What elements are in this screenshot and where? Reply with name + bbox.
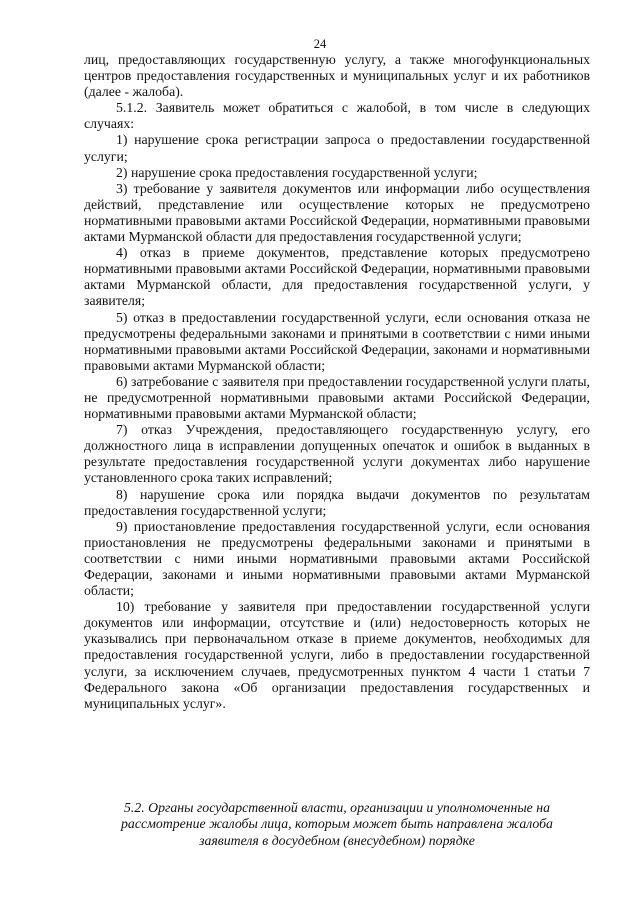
section-heading-line: заявителя в досудебном (внесудебном) порядке bbox=[199, 832, 475, 848]
list-item-8: 8) нарушение срока или порядка выдачи документов по результатам предоставления государственной услуги; bbox=[84, 486, 590, 518]
list-item-5: 5) отказ в предоставлении государственной услуги, если основания отказа не предусмотрены федеральными законами и принятыми в соответствии с ними иными нормативными правовыми актами Российской Федерации, законами и нормативными правовыми актами Мурманской области; bbox=[84, 309, 590, 373]
section-heading-line: рассмотрение жалобы лица, которым может быть направлена жалоба bbox=[121, 816, 553, 832]
list-item-3: 3) требование у заявителя документов или информации либо осуществления действий, представление или осуществление которых не предусмотрено нормативными правовыми актами Российской Федерации, нормативными правовыми актами Мурманской области для предоставления государственной услуги; bbox=[84, 180, 590, 245]
list-item-4: 4) отказ в приеме документов, представление которых предусмотрено нормативными правовыми актами Российской Федерации, нормативными правовыми актами Мурманской области, для предоставления государственной услуги, у заявителя; bbox=[84, 245, 590, 309]
page-number: 24 bbox=[313, 37, 327, 51]
clause-5-1-2: 5.1.2. Заявитель может обратиться с жалобой, в том числе в следующих случаях: bbox=[84, 100, 590, 132]
body-text bbox=[84, 52, 590, 712]
list-item-2: 2) нарушение срока предоставления государственной услуги; bbox=[116, 164, 478, 180]
list-item-7: 7) отказ Учреждения, предоставляющего государственную услугу, его должностного лица в исправлении допущенных опечаток и ошибок в выданных в результате предоставления государственной услуги документах либо нарушение установленного срока таких исправлений; bbox=[84, 422, 590, 486]
list-item-6: 6) затребование с заявителя при предоставлении государственной услуги платы, не предусмотренной нормативными правовыми актами Российской Федерации, нормативными правовыми актами Мурманской области; bbox=[84, 373, 590, 422]
list-item-10: 10) требование у заявителя при предоставлении государственной услуги документов или информации, отсутствие и (или) недостоверность которых не указывались при первоначальном отказе в приеме документов, необходимых для предоставления государственной услуги, либо в предоставлении государственной услуги, за исключением случаев, предусмотренных пунктом 4 части 1 статьи 7 Федерального закона «Об организации предоставления государственных и муниципальных услуг». bbox=[84, 599, 590, 711]
paragraph-continuation: лиц, предоставляющих государственную услугу, а также многофункциональных центров предоставления государственных и муниципальных услуг и их работников (далее - жалоба). bbox=[84, 52, 590, 100]
section-heading-line: 5.2. Органы государственной власти, организации и уполномоченные на bbox=[124, 800, 550, 815]
list-item-1: 1) нарушение срока регистрации запроса о предоставлении государственной услуги; bbox=[84, 132, 590, 164]
list-item-9: 9) приостановление предоставления государственной услуги, если основания приостановления не предусмотрены федеральными законами и принятыми в соответствии с ними иными нормативными правовыми актами Российской Федерации, законами и иными нормативными правовыми актами Мурманской области; bbox=[84, 518, 590, 599]
section-heading-5-2 bbox=[84, 800, 590, 849]
